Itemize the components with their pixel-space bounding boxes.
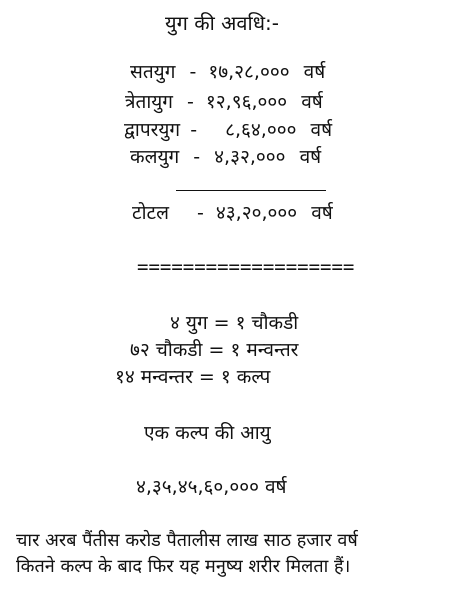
- equals-separator: ===================: [137, 256, 355, 278]
- yuga-sep: -: [187, 91, 194, 113]
- heading: युग की अवधि:-: [165, 11, 279, 35]
- yuga-row-dwaparyuga: [124, 120, 332, 142]
- kalpa-age-value: ४,३५,४५,६०,००० वर्ष: [136, 476, 287, 498]
- relation-manvantar-kalpa: १४ मन्वन्तर = १ कल्प: [115, 366, 271, 388]
- total-row: [132, 203, 333, 225]
- yuga-unit: वर्ष: [310, 119, 333, 141]
- paragraph-line-2: कितने कल्प के बाद फिर यह मनुष्य शरीर मिलता हैं।: [16, 556, 351, 577]
- relation-yuga-chaukdi: ४ युग = १ चौकडी: [170, 312, 299, 334]
- yuga-sep: -: [189, 61, 197, 83]
- yuga-unit: वर्ष: [301, 91, 323, 113]
- yuga-name: त्रेतायुग: [125, 91, 173, 113]
- yuga-sep: -: [190, 119, 198, 141]
- kalpa-age-label: एक कल्प की आयु: [144, 422, 271, 444]
- total-name: टोटल: [132, 202, 169, 224]
- yuga-row-tretayuga: [125, 92, 323, 114]
- yuga-row-satyuga: [130, 62, 325, 84]
- yuga-unit: वर्ष: [299, 146, 322, 168]
- relation-chaukdi-manvantar: ७२ चौकडी = १ मन्वन्तर: [130, 339, 299, 361]
- total-unit: वर्ष: [311, 202, 333, 224]
- total-sep: -: [197, 202, 204, 224]
- yuga-value: १७,२८,०००: [208, 61, 290, 83]
- yuga-name: द्वापरयुग: [124, 119, 181, 141]
- total-value: ४३,२०,०००: [215, 202, 298, 224]
- total-rule: [176, 190, 326, 191]
- yuga-sep: -: [193, 146, 201, 168]
- yuga-name: कलयुग: [130, 146, 180, 168]
- yuga-row-kalyuga: [130, 147, 321, 169]
- paragraph-line-1: चार अरब पैंतीस करोड पैतालीस लाख साठ हजार वर्ष: [16, 530, 358, 551]
- yuga-value: १२,९६,०००: [205, 91, 288, 113]
- yuga-value: ८,६४,०००: [225, 119, 297, 141]
- yuga-unit: वर्ष: [303, 61, 326, 83]
- yuga-name: सतयुग: [130, 61, 176, 83]
- yuga-value: ४,३२,०००: [214, 146, 286, 168]
